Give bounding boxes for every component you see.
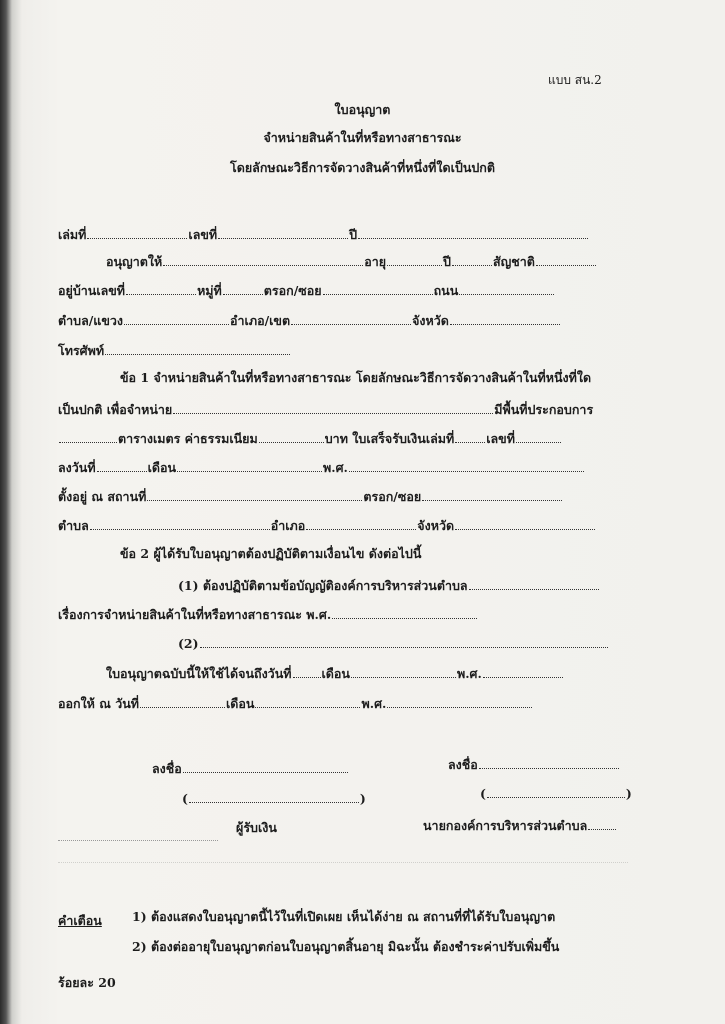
form-code: แบบ สน.2 [548,73,602,87]
road-label: ถนน [433,283,459,298]
clause1-tambon-blank [90,518,270,530]
phone-blank [105,343,290,355]
issued-line [58,696,533,711]
tambon-blank [124,313,229,325]
validity-month-blank [351,666,456,678]
clause1-be-label: พ.ศ. [323,460,348,475]
soi-blank [323,283,433,295]
amphoe-label: อำเภอ/เขต [230,313,291,328]
nationality-blank [536,254,596,266]
validity-label: ใบอนุญาตฉบับนี้ให้ใช้ได้จนถึงวันที่ [106,666,292,681]
left-role: ผู้รับเงิน [236,820,277,835]
clause1-line-4 [58,460,585,475]
clause1-receipt-blank [455,431,485,443]
clause1-month-blank [177,460,322,472]
house-no-label: อยู่บ้านเลขที่ [58,283,126,298]
age-blank [387,254,442,266]
clause1-area-label: มีพื้นที่ประกอบการ [494,402,594,417]
validity-line [106,666,564,681]
clause2-item-1 [178,578,600,593]
issued-be-blank [387,696,532,708]
clause1-line-6 [58,518,596,533]
title-line-2: จำหน่ายสินค้าในที่หรือทางสาธารณะ [263,130,462,145]
clause2-item-1-cont [58,607,478,622]
clause2-year-blank [332,607,477,619]
issued-label: ออกให้ ณ วันที่ [58,696,140,711]
row-district [58,313,561,328]
clause2-item-1-cont-text: เรื่องการจำหน่ายสินค้าในที่หรือทางสาธารณะ พ.ศ. [58,607,332,622]
validity-be-label: พ.ศ. [456,666,482,681]
right-role-blank [588,818,616,830]
warning-item-3: ร้อยละ 20 [58,975,116,990]
left-sign-label: ลงชื่อ [152,761,182,776]
clause1-amphoe-label: อำเภอ [270,518,306,533]
clause1-soi-blank [422,489,562,501]
permit-to-label: อนุญาตให้ [106,254,163,269]
row-phone [58,343,291,358]
right-name-paren [480,786,632,801]
year-label: ปี [349,227,358,242]
clause1-amphoe-blank [306,518,416,530]
clause1-line-1: ข้อ 1 จำหน่ายสินค้าในที่หรือทางสาธารณะ โดยลักษณะวิธีการจัดวางสินค้าในที่หนึ่งที่ใด [120,370,592,385]
clause1-no-label: เลขที่ [486,431,515,446]
right-role-text: นายกองค์การบริหารส่วนตำบล [423,818,588,833]
row-book-number [58,227,589,242]
tambon-label: ตำบล/แขวง [58,313,124,328]
right-name-blank [487,786,625,798]
province-label: จังหวัด [412,313,449,328]
validity-month-label: เดือน [321,666,350,681]
clause2-item-1-text: (1) ต้องปฏิบัติตามข้อบัญญัติองค์การบริหารส่วนตำบล [178,578,468,593]
right-close-paren: ) [625,786,632,801]
issued-be-label: พ.ศ. [361,696,387,711]
faint-rule-1 [58,840,218,841]
left-close-paren: ) [359,791,366,806]
issued-month-label: เดือน [226,696,255,711]
warning-item-2: 2) ต้องต่ออายุใบอนุญาตก่อนใบอนุญาตสิ้นอายุ มิฉะนั้น ต้องชำระค่าปรับเพิ่มขึ้น [132,939,560,954]
title-line-3: โดยลักษณะวิธีการจัดวางสินค้าที่หนึ่งที่ใดเป็นปกติ [230,160,495,175]
clause1-fee-label: ตารางเมตร ค่าธรรมเนียม [118,431,258,446]
clause1-line-3 [58,431,562,446]
clause1-goods-blank [173,402,493,414]
soi-label: ตรอก/ซอย [263,283,322,298]
right-sign-blank [479,757,619,769]
permit-to-blank [163,254,363,266]
year-blank [358,227,588,239]
book-no-blank [87,227,187,239]
clause2-item-1-blank [469,578,599,590]
clause1-area-blank [59,431,117,443]
clause1-fee-blank [259,431,324,443]
validity-be-blank [483,666,563,678]
province-blank [450,313,560,325]
clause1-soi-label: ตรอก/ซอย [363,489,422,504]
left-name-paren [182,791,366,806]
issued-month-blank [255,696,360,708]
age-label: อายุ [364,254,387,269]
clause1-province-blank [455,518,595,530]
left-name-blank [189,791,359,803]
issued-date-blank [140,696,225,708]
clause1-place-blank [147,489,362,501]
number-blank [218,227,348,239]
clause1-date-label: ลงวันที่ [58,460,96,475]
amphoe-blank [291,313,411,325]
road-blank [459,283,554,295]
title-line-1: ใบอนุญาต [334,102,391,117]
warning-item-1: 1) ต้องแสดงใบอนุญาตนี้ไว้ในที่เปิดเผย เห็นได้ง่าย ณ สถานที่ที่ได้รับใบอนุญาต [132,909,556,924]
moo-label: หมู่ที่ [197,283,222,298]
row-permit-to [106,254,597,269]
years-blank [452,254,492,266]
clause1-place-label: ตั้งอยู่ ณ สถานที่ [58,489,147,504]
clause2-item-2-blank [200,636,608,648]
clause1-line-2 [58,402,593,417]
faint-rule-2 [58,862,628,863]
clause1-province-label: จังหวัด [417,518,455,533]
clause2-item-2-label: (2) [178,636,199,651]
validity-date-blank [293,666,321,678]
row-address [58,283,555,298]
years-label: ปี [443,254,451,269]
right-role [423,818,617,833]
warning-label-row [58,915,102,928]
right-sign-label: ลงชื่อ [448,757,478,772]
clause2-item-2 [178,636,609,651]
clause1-line-5 [58,489,563,504]
clause1-no-blank [516,431,561,443]
clause1-receipt-label: บาท ใบเสร็จรับเงินเล่มที่ [324,431,455,446]
house-no-blank [126,283,196,295]
left-signature-line [152,761,349,776]
clause1-be-blank [349,460,584,472]
clause2-line-1: ข้อ 2 ผู้ได้รับใบอนุญาตต้องปฏิบัติตามเงื่อนไข ดังต่อไปนี้ [120,546,422,561]
moo-blank [223,283,263,295]
right-signature-line [448,757,620,772]
left-open-paren: ( [182,791,188,806]
clause1-sell-label: เป็นปกติ เพื่อจำหน่าย [58,402,173,417]
right-open-paren: ( [480,786,486,801]
nationality-label: สัญชาติ [492,254,535,269]
clause1-date-blank [97,460,147,472]
left-sign-blank [183,761,348,773]
warning-label: คำเตือน [58,913,102,928]
number-label: เลขที่ [188,227,218,242]
book-no-label: เล่มที่ [58,227,87,242]
clause1-month-label: เดือน [147,460,177,475]
clause1-tambon-label: ตำบล [58,518,89,533]
phone-label: โทรศัพท์ [58,343,105,358]
